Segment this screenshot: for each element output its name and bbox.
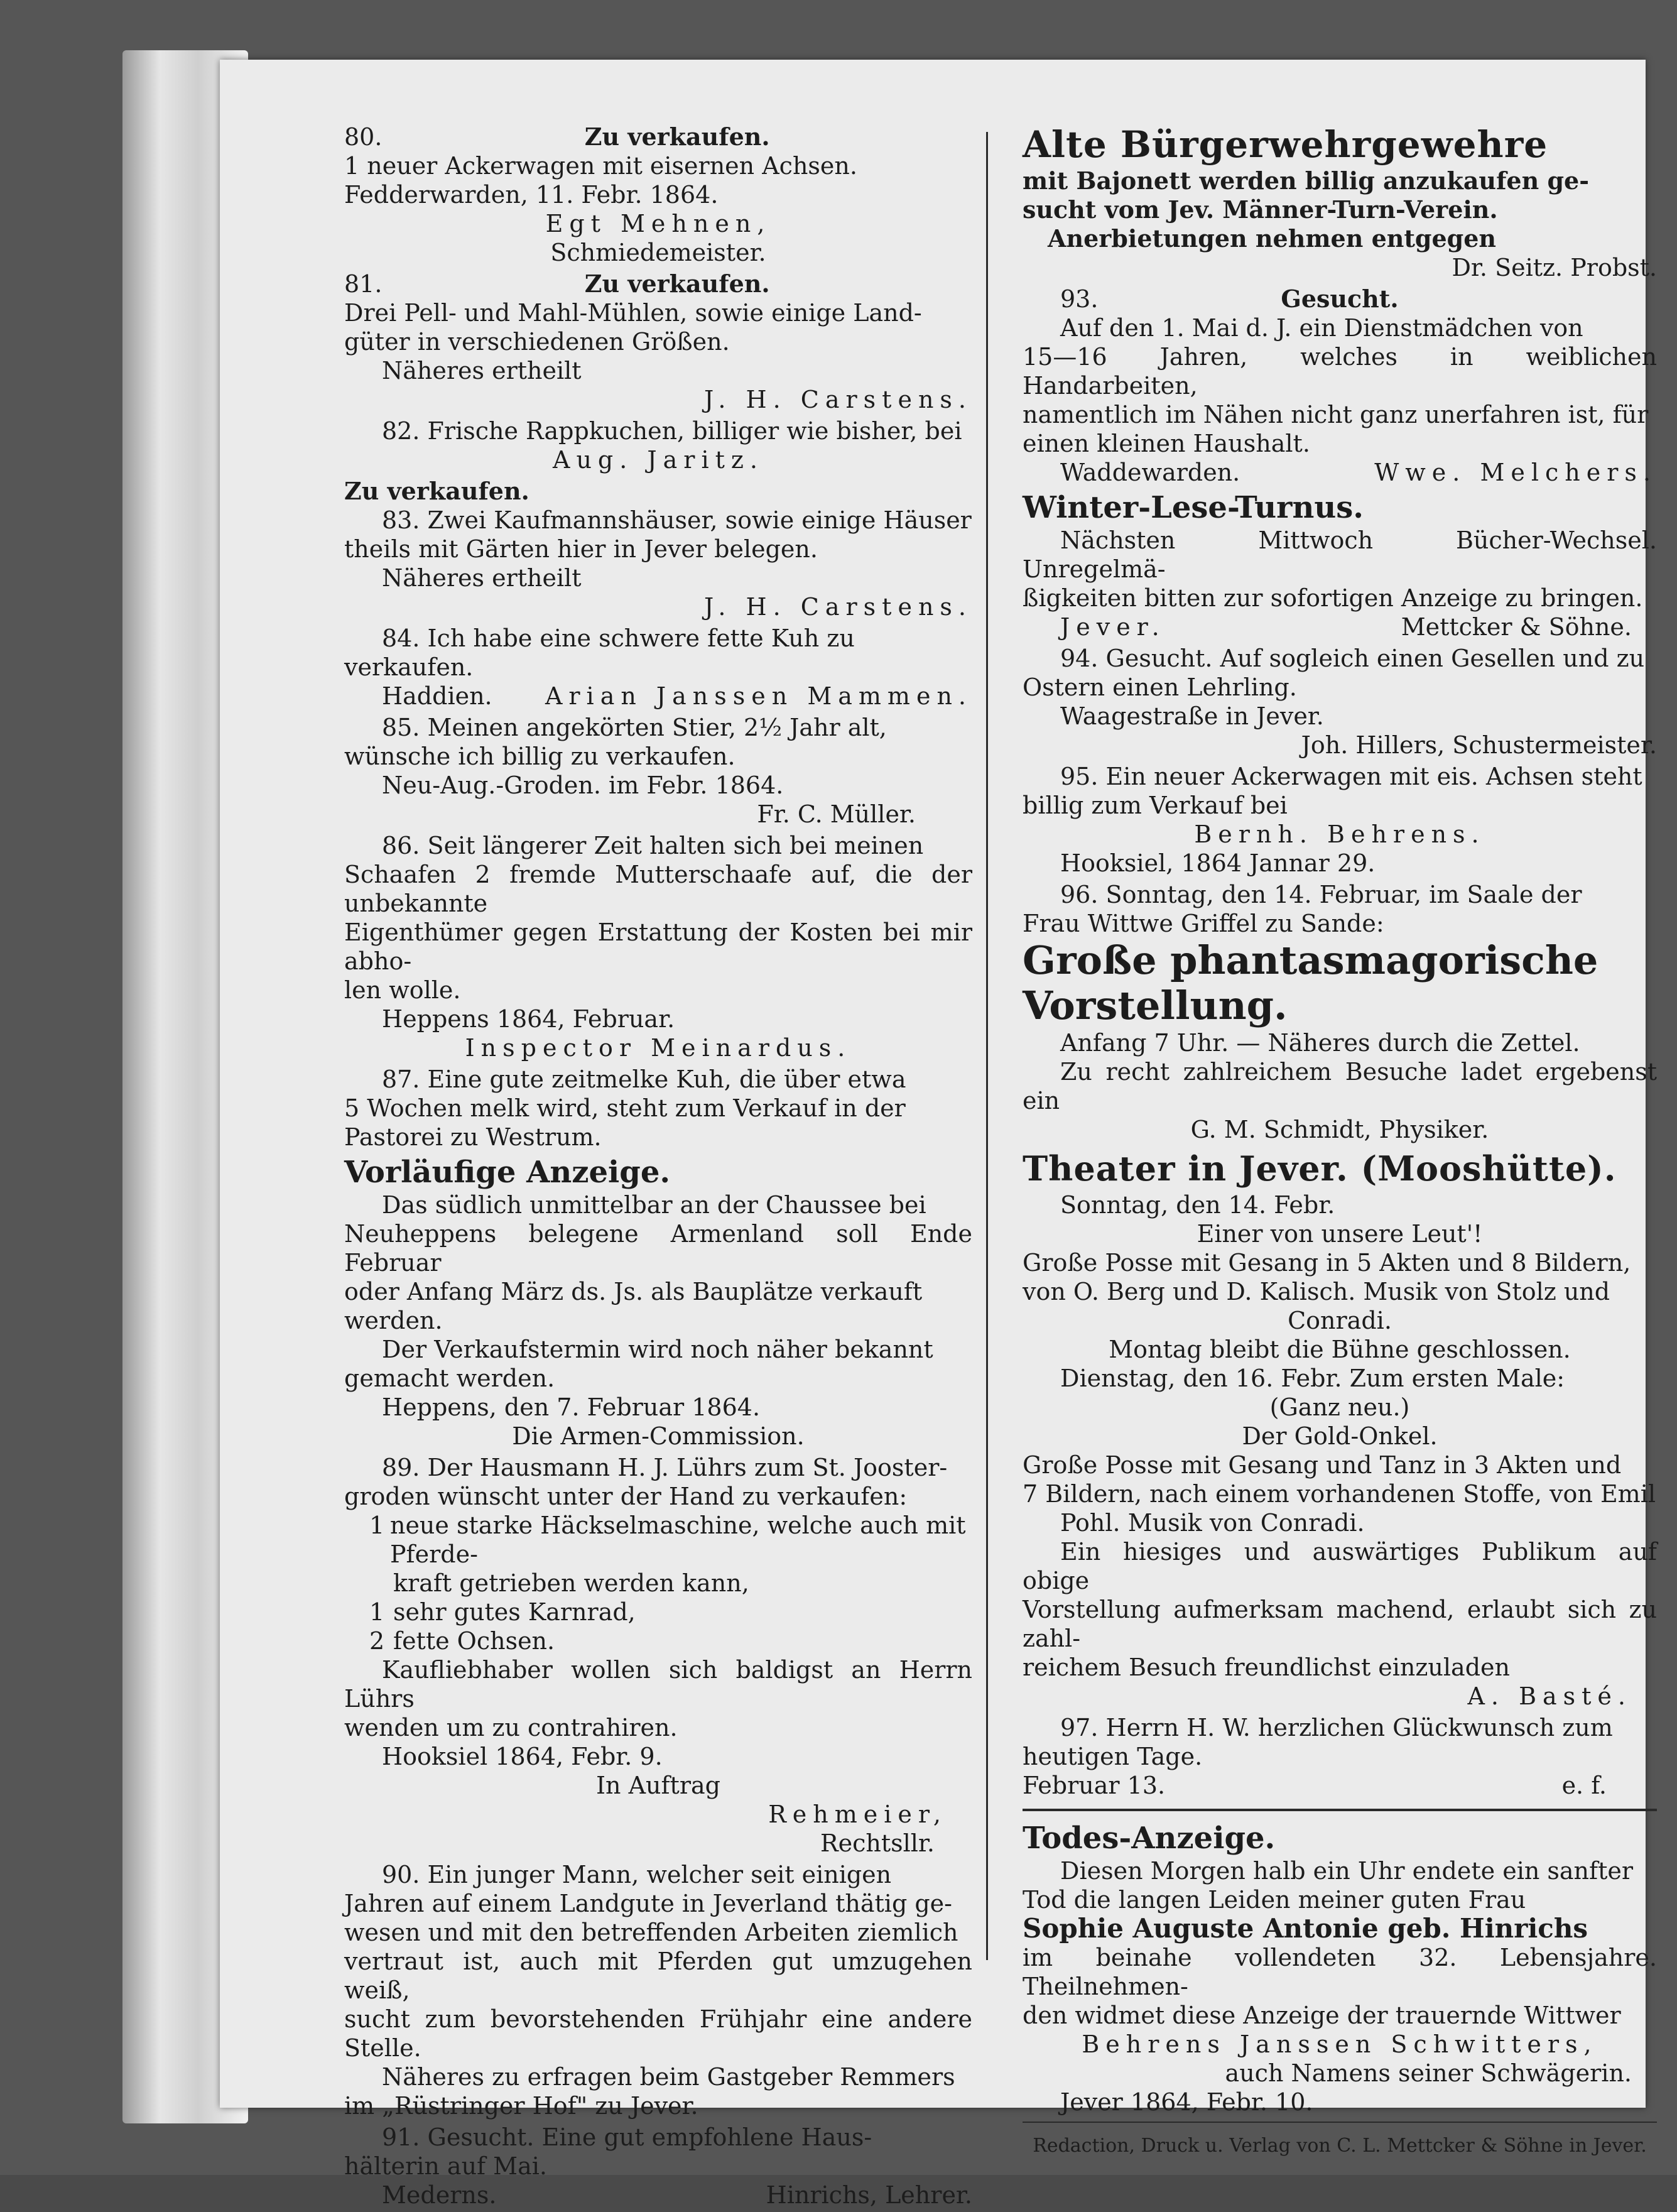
ad-signature: Joh. Hillers, Schustermeister. xyxy=(1301,731,1657,759)
ad-text: Nächsten Mittwoch Bücher-Wechsel. Unregelmä- xyxy=(1023,526,1657,583)
ad-85 xyxy=(344,713,972,829)
ad-heading: Zu verkaufen. xyxy=(584,123,770,151)
ad-text: Näheres ertheilt xyxy=(382,564,582,592)
ad-heading: Alte Bürgerwehrgewehre xyxy=(1023,123,1548,166)
ad-heading: Vorstellung. xyxy=(1023,983,1288,1028)
ad-text: wesen und mit den betreffenden Arbeiten ziemlich xyxy=(344,1919,958,1946)
ad-text: Montag bleibt die Bühne geschlossen. xyxy=(1109,1336,1571,1363)
ad-number: 90. xyxy=(382,1861,420,1888)
ad-text: 15—16 Jahren, welches in weiblichen Handarbeiten, xyxy=(1023,343,1657,400)
ad-signature: Fr. C. Müller. xyxy=(757,800,916,828)
ad-signature: Hinrichs, Lehrer. xyxy=(766,2181,972,2209)
ad-text: verkaufen. xyxy=(344,653,474,681)
ad-place: Waddewarden. xyxy=(1060,459,1240,486)
ad-text: Herrn H. W. herzlichen Glückwunsch zum xyxy=(1105,1714,1613,1741)
ad-text: wünsche ich billig zu verkaufen. xyxy=(344,743,735,770)
ad-text: Der Hausmann H. J. Lührs zum St. Jooster- xyxy=(427,1454,948,1481)
ad-signature: J. H. Carstens. xyxy=(704,386,972,413)
ad-signature: e. f. xyxy=(1561,1772,1607,1799)
ad-text: Heppens, den 7. Februar 1864. xyxy=(382,1393,761,1421)
ad-signature: Egt Mehnen, xyxy=(545,210,771,237)
imprint-rule xyxy=(1023,2122,1657,2123)
ad-signature: Inspector Meinardus. xyxy=(465,1034,852,1062)
ad-number: 93. xyxy=(1060,285,1099,313)
ad-text: Eine gute zeitmelke Kuh, die über etwa xyxy=(427,1065,906,1093)
ad-text: Einer von unsere Leut'! xyxy=(1197,1220,1483,1248)
ad-text: werden. xyxy=(344,1307,443,1334)
ad-signature: A. Basté. xyxy=(1467,1682,1632,1710)
ad-place: Jever. xyxy=(1060,613,1166,641)
ad-text: Der Verkaufstermin wird noch näher bekannt xyxy=(382,1336,933,1363)
ad-signature: J. H. Carstens. xyxy=(704,593,972,621)
ad-text: Conradi. xyxy=(1288,1307,1392,1334)
ad-text: reichem Besuch freundlichst einzuladen xyxy=(1023,1654,1510,1681)
ad-text: Zu recht zahlreichem Besuche ladet ergebenst ein xyxy=(1023,1058,1657,1114)
ad-number: 95. xyxy=(1060,763,1099,790)
ad-text: im „Rüstringer Hof" zu Jever. xyxy=(344,2092,698,2120)
ad-heading: Zu verkaufen. xyxy=(584,270,770,298)
ad-signature: Arian Janssen Mammen. xyxy=(545,682,972,710)
ad-text: Eigenthümer gegen Erstattung der Kosten bei mir abho- xyxy=(344,918,972,975)
ad-todes-anzeige xyxy=(1023,1820,1657,2117)
ad-text: heutigen Tage. xyxy=(1023,1743,1203,1770)
ad-heading: Gesucht. xyxy=(1281,285,1399,313)
ad-81 xyxy=(344,270,972,414)
ad-text: Seit längerer Zeit halten sich bei meinen xyxy=(427,832,924,859)
ad-text: Anerbietungen nehmen entgegen xyxy=(1048,224,1497,253)
ad-text: Jahren auf einem Landgute in Jeverland thätig ge- xyxy=(344,1890,952,1917)
ad-text: wenden um zu contrahiren. xyxy=(344,1714,678,1741)
ad-signature: Wwe. Melchers. xyxy=(1374,459,1657,486)
list-item: 1 sehr gutes Karnrad, xyxy=(369,1598,636,1626)
ad-text: namentlich im Nähen nicht ganz unerfahren ist, für xyxy=(1023,401,1649,428)
ad-text: Ein junger Mann, welcher seit einigen xyxy=(427,1861,892,1888)
ad-text: Näheres zu erfragen beim Gastgeber Remmers xyxy=(382,2063,955,2091)
ad-signature: Dr. Seitz. Probst. xyxy=(1452,254,1657,281)
ad-place: Mederns. xyxy=(382,2181,497,2209)
ad-text: Gesucht. Eine gut empfohlene Haus- xyxy=(427,2123,872,2151)
ad-text: theils mit Gärten hier in Jever belegen. xyxy=(344,535,818,563)
ad-text: Tod die langen Leiden meiner guten Frau xyxy=(1023,1886,1526,1914)
ad-text: auch Namens seiner Schwägerin. xyxy=(1225,2059,1632,2087)
ad-heading: Winter-Lese-Turnus. xyxy=(1023,490,1364,525)
ad-signature-title: Rechtsllr. xyxy=(820,1829,935,1857)
ad-heading: Große phantasmagorische xyxy=(1023,937,1598,983)
ad-text: Waagestraße in Jever. xyxy=(1060,702,1324,730)
ad-text: groden wünscht unter der Hand zu verkaufen: xyxy=(344,1483,908,1510)
ad-number: 96. xyxy=(1060,881,1099,908)
ad-text: Ich habe eine schwere fette Kuh zu xyxy=(427,624,855,652)
ad-winter-lese-turnus xyxy=(1023,489,1657,641)
ad-text: Diesen Morgen halb ein Uhr endete ein sanfter xyxy=(1060,1857,1634,1885)
ad-86 xyxy=(344,831,972,1062)
ad-text: sucht vom Jev. Männer-Turn-Verein. xyxy=(1023,195,1498,224)
ad-text: güter in verschiedenen Größen. xyxy=(344,328,730,356)
ad-heading: Theater in Jever. (Mooshütte). xyxy=(1023,1148,1617,1189)
ad-signature: Aug. Jaritz. xyxy=(553,446,764,474)
ad-text: Schaafen 2 fremde Mutterschaafe auf, die der unbekannte xyxy=(344,861,972,917)
ad-number: 85. xyxy=(382,714,420,741)
section-rule xyxy=(1023,1809,1657,1811)
ad-text: len wolle. xyxy=(344,976,461,1004)
ad-text: billig zum Verkauf bei xyxy=(1023,792,1288,819)
ad-signature: Behrens Janssen Schwitters, xyxy=(1082,2030,1598,2058)
ad-text: Das südlich unmittelbar an der Chaussee bei xyxy=(382,1191,926,1219)
ad-text: In Auftrag xyxy=(596,1772,720,1799)
ad-text: hälterin auf Mai. xyxy=(344,2152,547,2180)
ad-theater xyxy=(1023,1147,1657,1711)
ad-text: Frische Rappkuchen, billiger wie bisher, bei xyxy=(427,417,962,445)
list-item: 1 neue starke Häckselmaschine, welche auch mit Pferde- xyxy=(369,1512,966,1568)
ad-87 xyxy=(344,1065,972,1152)
ad-number: 89. xyxy=(382,1454,420,1481)
left-column xyxy=(344,123,972,2212)
ad-91 xyxy=(344,2123,972,2209)
ad-signature: G. M. Schmidt, Physiker. xyxy=(1190,1116,1489,1143)
ad-text: Kaufliebhaber wollen sich baldigst an Herrn Lührs xyxy=(344,1656,972,1713)
ad-text: Pohl. Musik von Conradi. xyxy=(1060,1509,1365,1537)
ad-text: Dienstag, den 16. Febr. Zum ersten Male: xyxy=(1060,1365,1565,1392)
ad-text: Der Gold-Onkel. xyxy=(1242,1422,1438,1450)
list-item: kraft getrieben werden kann, xyxy=(393,1569,749,1597)
ad-80 xyxy=(344,123,972,267)
ad-number: 91. xyxy=(382,2123,420,2151)
ad-95 xyxy=(1023,762,1657,878)
ad-text: im beinahe vollendeten 32. Lebensjahre. Theilnehmen- xyxy=(1023,1944,1657,2000)
ad-heading: Todes-Anzeige. xyxy=(1023,1821,1276,1856)
ad-text: Näheres ertheilt xyxy=(382,357,582,384)
ad-text: Auf den 1. Mai d. J. ein Dienstmädchen von xyxy=(1060,314,1583,342)
ad-text: Pastorei zu Westrum. xyxy=(344,1123,602,1151)
ad-heading: Zu verkaufen. xyxy=(344,477,529,505)
ad-text: vertraut ist, auch mit Pferden gut umzugehen weiß, xyxy=(344,1948,972,2004)
ad-buergerwehrgewehre xyxy=(1023,123,1657,282)
ad-text: ßigkeiten bitten zur sofortigen Anzeige zu bringen. xyxy=(1023,584,1643,612)
ad-90 xyxy=(344,1860,972,2120)
ad-text: gemacht werden. xyxy=(344,1365,555,1392)
ad-signature: Rehmeier, xyxy=(768,1801,947,1828)
ad-text: von O. Berg und D. Kalisch. Musik von Stolz und xyxy=(1023,1278,1610,1305)
ad-date: Februar 13. xyxy=(1023,1772,1166,1799)
ad-82 xyxy=(344,417,972,474)
ad-97 xyxy=(1023,1713,1657,1800)
item-list xyxy=(344,1511,972,1655)
column-divider xyxy=(986,132,988,1960)
ad-text: Sonntag, den 14. Febr. xyxy=(1060,1191,1335,1219)
ad-vorlaeufige-anzeige xyxy=(344,1154,972,1451)
ad-number: 87. xyxy=(382,1065,420,1093)
ad-signature: Bernh. Behrens. xyxy=(1194,820,1485,848)
ad-text: oder Anfang März ds. Js. als Bauplätze verkauft xyxy=(344,1278,923,1305)
imprint: Redaction, Druck u. Verlag von C. L. Mettcker & Söhne in Jever. xyxy=(1033,2135,1647,2157)
ad-text: Ein hiesiges und auswärtiges Publikum auf obige xyxy=(1023,1538,1657,1594)
ad-83 xyxy=(344,477,972,621)
ad-place: Haddien. xyxy=(382,682,492,710)
ad-number: 80. xyxy=(344,123,383,151)
ad-number: 84. xyxy=(382,624,420,652)
ad-text: Zwei Kaufmannshäuser, sowie einige Häuser xyxy=(427,506,972,534)
ad-signature: Die Armen-Commission. xyxy=(512,1422,805,1450)
ad-heading: Vorläufige Anzeige. xyxy=(344,1155,671,1190)
ad-text: 7 Bildern, nach einem vorhandenen Stoffe, von Emil xyxy=(1023,1480,1656,1508)
newspaper-page xyxy=(220,60,1657,2209)
right-column xyxy=(1023,123,1657,2160)
ad-text: Heppens 1864, Februar. xyxy=(382,1005,675,1033)
ad-text: Frau Wittwe Griffel zu Sande: xyxy=(1023,910,1384,937)
ad-number: 82. xyxy=(382,417,420,445)
ad-text: Große Posse mit Gesang und Tanz in 3 Akten und xyxy=(1023,1451,1622,1479)
ad-text: Gesucht. Auf sogleich einen Gesellen und zu xyxy=(1105,645,1645,672)
ad-94 xyxy=(1023,644,1657,760)
ad-text: Anfang 7 Uhr. — Näheres durch die Zettel. xyxy=(1060,1029,1580,1057)
ad-number: 97. xyxy=(1060,1714,1099,1741)
ad-text: Sonntag, den 14. Februar, im Saale der xyxy=(1105,881,1582,908)
ad-text: Neuheppens belegene Armenland soll Ende Februar xyxy=(344,1220,972,1277)
ad-text: Hooksiel 1864, Febr. 9. xyxy=(382,1743,663,1770)
ad-signature: Mettcker & Söhne. xyxy=(1401,613,1632,641)
ad-number: 94. xyxy=(1060,645,1099,672)
ad-text: 5 Wochen melk wird, steht zum Verkauf in der xyxy=(344,1094,906,1122)
ad-text: mit Bajonett werden billig anzukaufen ge- xyxy=(1023,166,1589,195)
ad-text: 1 neuer Ackerwagen mit eisernen Achsen. xyxy=(344,152,857,180)
ad-number: 81. xyxy=(344,270,383,298)
ad-text: sucht zum bevorstehenden Frühjahr eine andere Stelle. xyxy=(344,2005,972,2062)
ad-text: (Ganz neu.) xyxy=(1269,1393,1410,1421)
ad-text: einen kleinen Haushalt. xyxy=(1023,430,1310,457)
ad-96 xyxy=(1023,880,1657,1144)
deceased-name: Sophie Auguste Antonie geb. Hinrichs xyxy=(1023,1913,1588,1944)
ad-text: Große Posse mit Gesang in 5 Akten und 8 Bildern, xyxy=(1023,1249,1631,1277)
ad-text: Drei Pell- und Mahl-Mühlen, sowie einige Land- xyxy=(344,299,922,327)
ad-text: Hooksiel, 1864 Jannar 29. xyxy=(1060,849,1376,877)
ad-text: Meinen angekörten Stier, 2½ Jahr alt, xyxy=(427,714,887,741)
ad-84 xyxy=(344,624,972,711)
ad-text: Neu-Aug.-Groden. im Febr. 1864. xyxy=(382,771,784,799)
ad-text: Ein neuer Ackerwagen mit eis. Achsen steht xyxy=(1105,763,1642,790)
ad-89 xyxy=(344,1453,972,1858)
ad-text: Ostern einen Lehrling. xyxy=(1023,673,1297,701)
ad-text: Vorstellung aufmerksam machend, erlaubt sich zu zahl- xyxy=(1023,1596,1657,1652)
ad-93 xyxy=(1023,285,1657,487)
ad-text: den widmet diese Anzeige der trauernde Wittwer xyxy=(1023,2002,1621,2029)
ad-text: Fedderwarden, 11. Febr. 1864. xyxy=(344,181,719,209)
ad-text: Jever 1864, Febr. 10. xyxy=(1060,2088,1313,2116)
list-item: 2 fette Ochsen. xyxy=(369,1627,555,1655)
ad-number: 83. xyxy=(382,506,420,534)
ad-number: 86. xyxy=(382,832,420,859)
ad-signature-title: Schmiedemeister. xyxy=(550,239,766,266)
